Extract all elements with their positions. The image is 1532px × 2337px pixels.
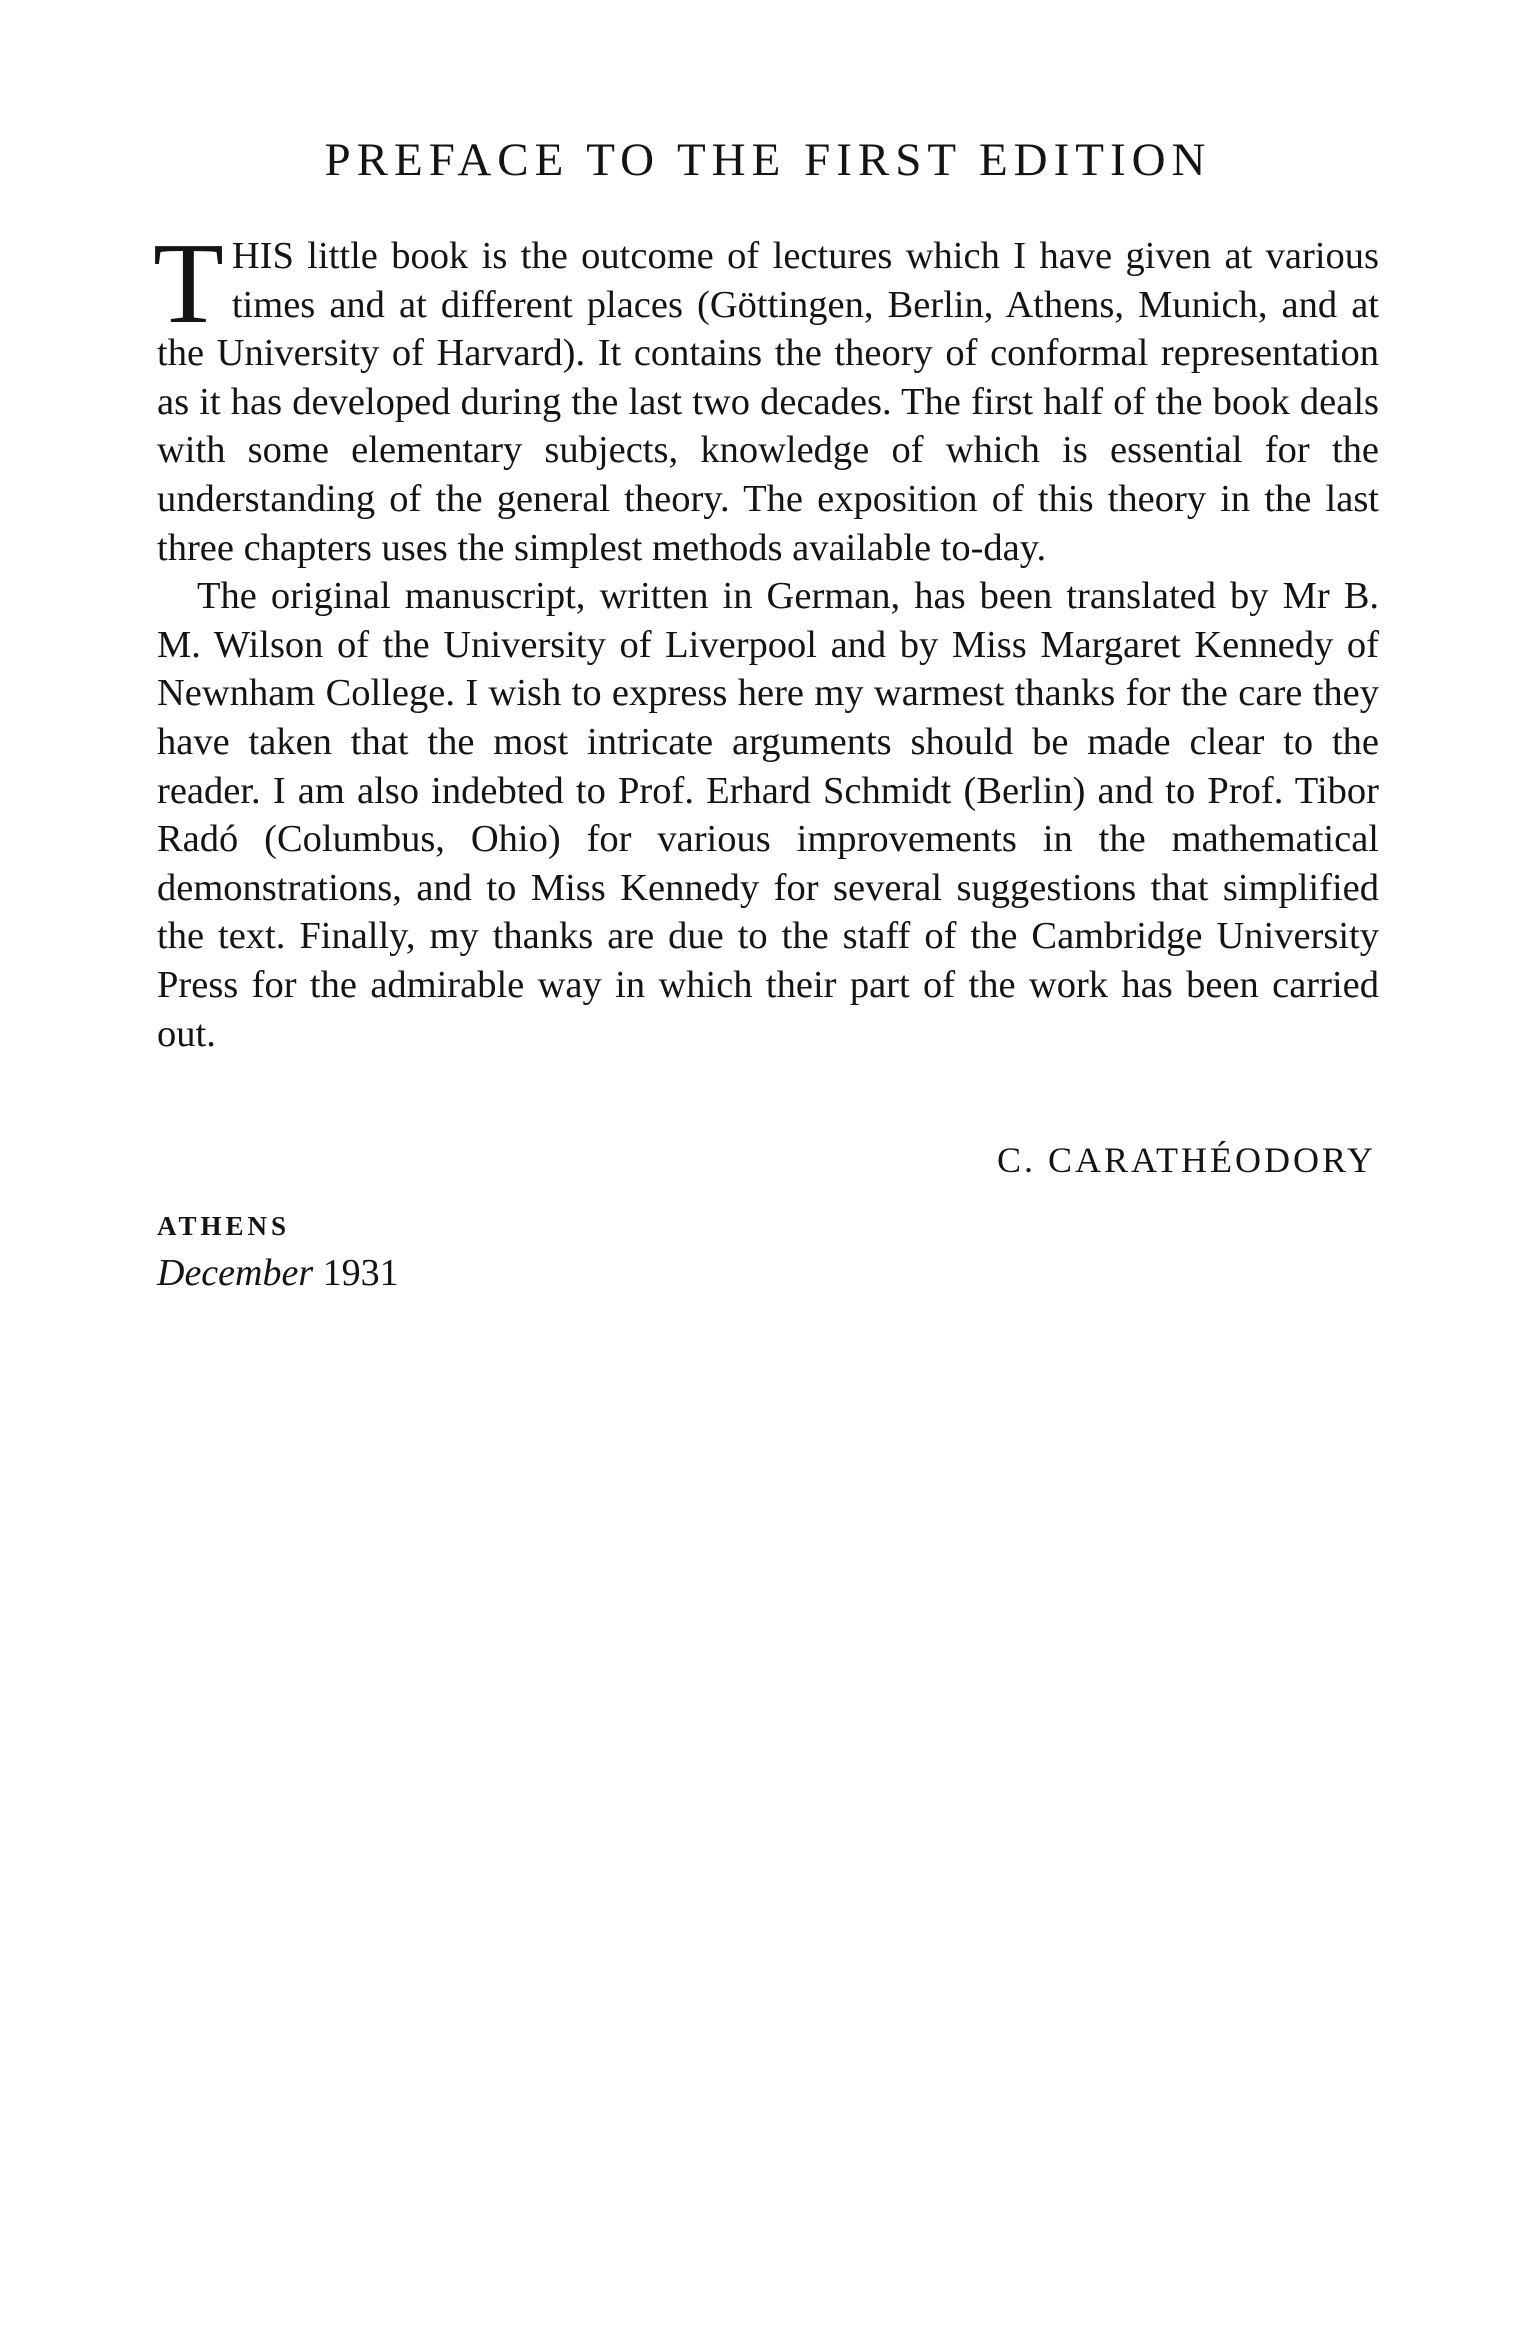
drop-cap-letter: T — [153, 220, 224, 348]
place-line: ATHENS — [157, 1211, 291, 1241]
date-year: 1931 — [322, 1252, 399, 1294]
date-month: December — [157, 1252, 314, 1294]
date-line — [157, 1250, 399, 1296]
preface-body — [153, 220, 1379, 1058]
paragraph-1-text: HIS little book is the outcome of lectures which I have given at various times and at different places (Göttingen, Berlin, Athens, Munich, and at the University of Harvard). It contains the theory of conformal representation as it has developed during the last two decades. The first half of the book deals with some elementary subjects, knowledge of which is essential for the understanding of the general theory. The exposition of this theory in the last three chapters uses the simplest methods available to-day. — [157, 235, 1379, 569]
author-signature: C. CARATHÉODORY — [996, 1140, 1376, 1180]
page-title: PREFACE TO THE FIRST EDITION — [324, 134, 1212, 186]
paragraph-2: The original manuscript, written in German, has been translated by Mr B. M. Wilson of the University of Liverpool and by Miss Margaret Kennedy of Newnham College. I wish to express here my warmest thanks for the care they have taken that the most intricate arguments should be made clear to the reader. I am also indebted to Prof. Erhard Schmidt (Berlin) and to Prof. Tibor Radó (Columbus, Ohio) for various improvements in the mathematical demonstrations, and to Miss Kennedy for several suggestions that simplified the text. Finally, my thanks are due to the staff of the Cambridge University Press for the admirable way in which their part of the work has been carried out. — [157, 575, 1379, 1055]
paragraph-1 — [153, 220, 1379, 572]
